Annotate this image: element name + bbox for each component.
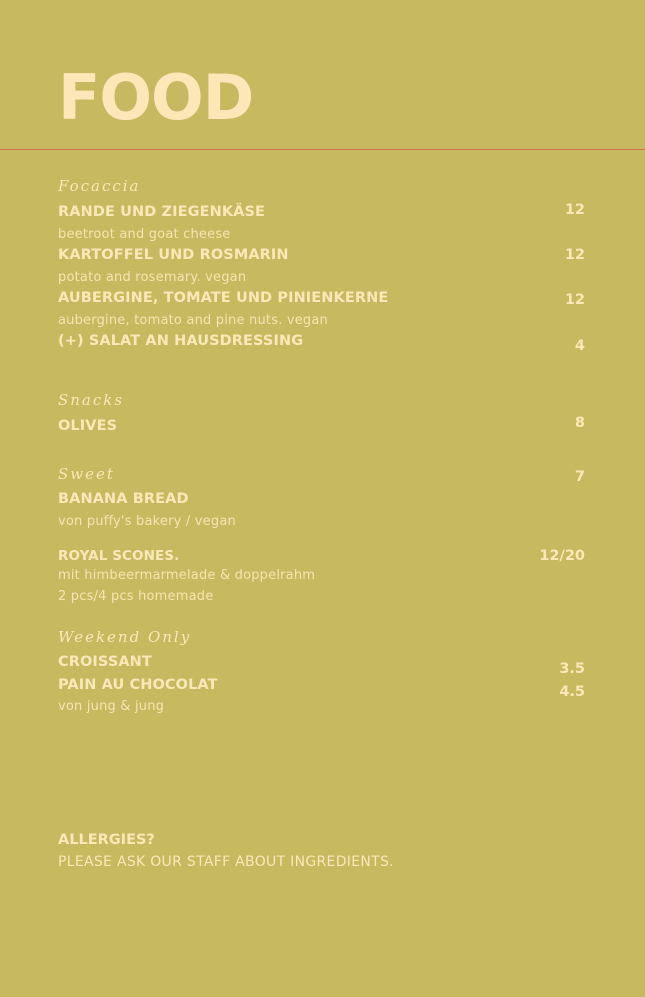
section-heading-focaccia: Focaccia	[58, 177, 141, 195]
menu-item-description: 2 pcs/4 pcs homemade	[58, 589, 214, 604]
menu-item-description: von jung & jung	[58, 699, 165, 714]
section-price-sweet: 7	[574, 469, 585, 485]
menu-item-description: beetroot and goat cheese	[58, 227, 231, 242]
allergies-title: ALLERGIES?	[58, 832, 155, 848]
menu-item-name: (+) SALAT AN HAUSDRESSING	[58, 333, 304, 349]
menu-item-price: 12	[564, 292, 585, 308]
divider	[0, 149, 645, 150]
page-title: FOOD	[58, 61, 254, 134]
allergies-text: PLEASE ASK OUR STAFF ABOUT INGREDIENTS.	[58, 854, 394, 870]
section-heading-weekend: Weekend Only	[58, 628, 192, 646]
menu-item-price: 3.5	[559, 661, 585, 677]
menu-item-name: KARTOFFEL UND ROSMARIN	[58, 247, 289, 263]
menu-item-price: 8	[574, 415, 585, 431]
menu-item-price: 4.5	[559, 684, 585, 700]
menu-item-name: CROISSANT	[58, 654, 152, 670]
menu-item-name: RANDE UND ZIEGENKÄSE	[58, 204, 266, 220]
menu-item-description: von puffy's bakery / vegan	[58, 514, 236, 529]
menu-item-name: BANANA BREAD	[58, 491, 189, 507]
section-heading-sweet: Sweet	[58, 465, 115, 483]
menu-item-price: 4	[574, 338, 585, 354]
menu-item-price: 12/20	[539, 548, 585, 564]
menu-item-name: ROYAL SCONES.	[58, 548, 180, 564]
menu-item-price: 12	[564, 247, 585, 263]
menu-item-name: AUBERGINE, TOMATE UND PINIENKERNE	[58, 290, 389, 306]
menu-item-description: mit himbeermarmelade & doppelrahm	[58, 568, 316, 583]
menu-item-description: potato and rosemary. vegan	[58, 270, 247, 285]
section-heading-snacks: Snacks	[58, 391, 125, 409]
menu-item-description: aubergine, tomato and pine nuts. vegan	[58, 313, 328, 328]
menu-item-name: PAIN AU CHOCOLAT	[58, 677, 218, 693]
menu-item-name: OLIVES	[58, 418, 118, 434]
menu-item-price: 12	[564, 202, 585, 218]
